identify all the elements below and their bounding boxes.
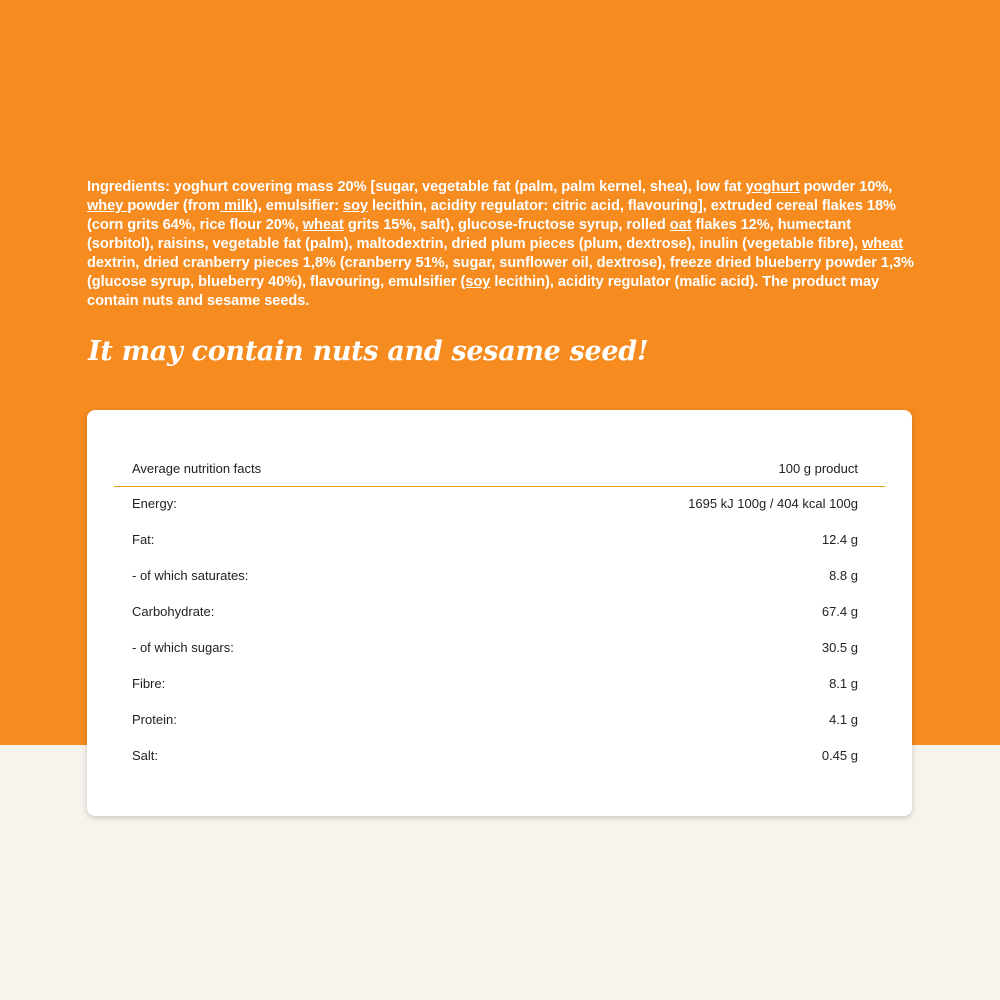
nutrition-row-carbohydrate [132,593,858,629]
allergen-word: wheat [861,236,904,252]
nutrition-row-sugars [132,629,858,665]
nutrition-row-label: Energy: [132,495,177,511]
ingredients-segment: powder (from [127,198,220,214]
ingredients-segment: ), emulsifier: [252,198,344,214]
ingredients-segment: lecithin, acidity regulator: citric acid, flavouring], extruded cereal flakes 18% (corn grits 64%, rice flour 20%, [87,198,896,233]
ingredients-segment: powder 10%, [799,179,893,195]
nutrition-row-value: 30.5 g [821,639,858,655]
allergen-word: milk [219,198,253,214]
ingredients-segment: lecithin), acidity regulator (malic acid). The product may contain nuts and sesame seeds. [87,274,880,309]
nutrition-row-value: 67.4 g [821,603,858,619]
nutrition-row-label: Fibre: [132,675,166,691]
nutrition-row-label: - of which sugars: [132,639,234,655]
allergen-word: oat [669,217,692,233]
nutrition-card [87,410,912,816]
nutrition-row-label: Carbohydrate: [132,603,215,619]
nutrition-header-row [132,450,858,486]
nutrition-row-label: Protein: [132,711,177,727]
allergen-tagline: It may contain nuts and sesame seed! [88,336,649,367]
nutrition-row-label: - of which saturates: [132,567,249,583]
nutrition-header-label: Average nutrition facts [132,460,262,476]
ingredients-segment: Ingredients: yoghurt covering mass 20% [sugar, vegetable fat (palm, palm kernel, shea), low fat [87,179,746,195]
nutrition-row-saturates [132,557,858,593]
nutrition-row-fat [132,521,858,557]
nutrition-row-salt [132,737,858,773]
nutrition-row-protein [132,701,858,737]
allergen-word: soy [343,198,369,214]
allergen-word: yoghurt [745,179,800,195]
nutrition-row-value: 4.1 g [829,711,858,727]
nutrition-row-value: 12.4 g [821,531,858,547]
nutrition-row-label: Salt: [132,747,159,763]
ingredients-segment: grits 15%, salt), glucose-fructose syrup, rolled [343,217,670,233]
allergen-word: whey [87,198,128,214]
nutrition-row-value: 0.45 g [821,747,858,763]
nutrition-row-fibre [132,665,858,701]
ingredients-text [87,178,917,311]
nutrition-row-value: 8.8 g [829,567,858,583]
nutrition-table-header [114,450,885,487]
allergen-word: (soy [460,274,491,290]
nutrition-header-value: 100 g product [778,460,858,476]
nutrition-row-label: Fat: [132,531,155,547]
nutrition-row-energy [132,485,858,521]
allergen-word: wheat [302,217,344,233]
ingredients-segment: dextrin, dried cranberry pieces 1,8% (cranberry 51%, sugar, sunflower oil, dextrose), freeze dried blueberry powder 1,3% (glucose syrup, blueberry 40%), flavouring, emulsifier [87,255,914,290]
nutrition-row-value: 1695 kJ 100g / 404 kcal 100g [688,495,858,511]
nutrition-row-value: 8.1 g [829,675,858,691]
ingredients-segment: flakes 12%, humectant (sorbitol), raisins, vegetable fat (palm), maltodextrin, dried plum pieces (plum, dextrose), inulin (vegetable fibre), [87,217,862,252]
